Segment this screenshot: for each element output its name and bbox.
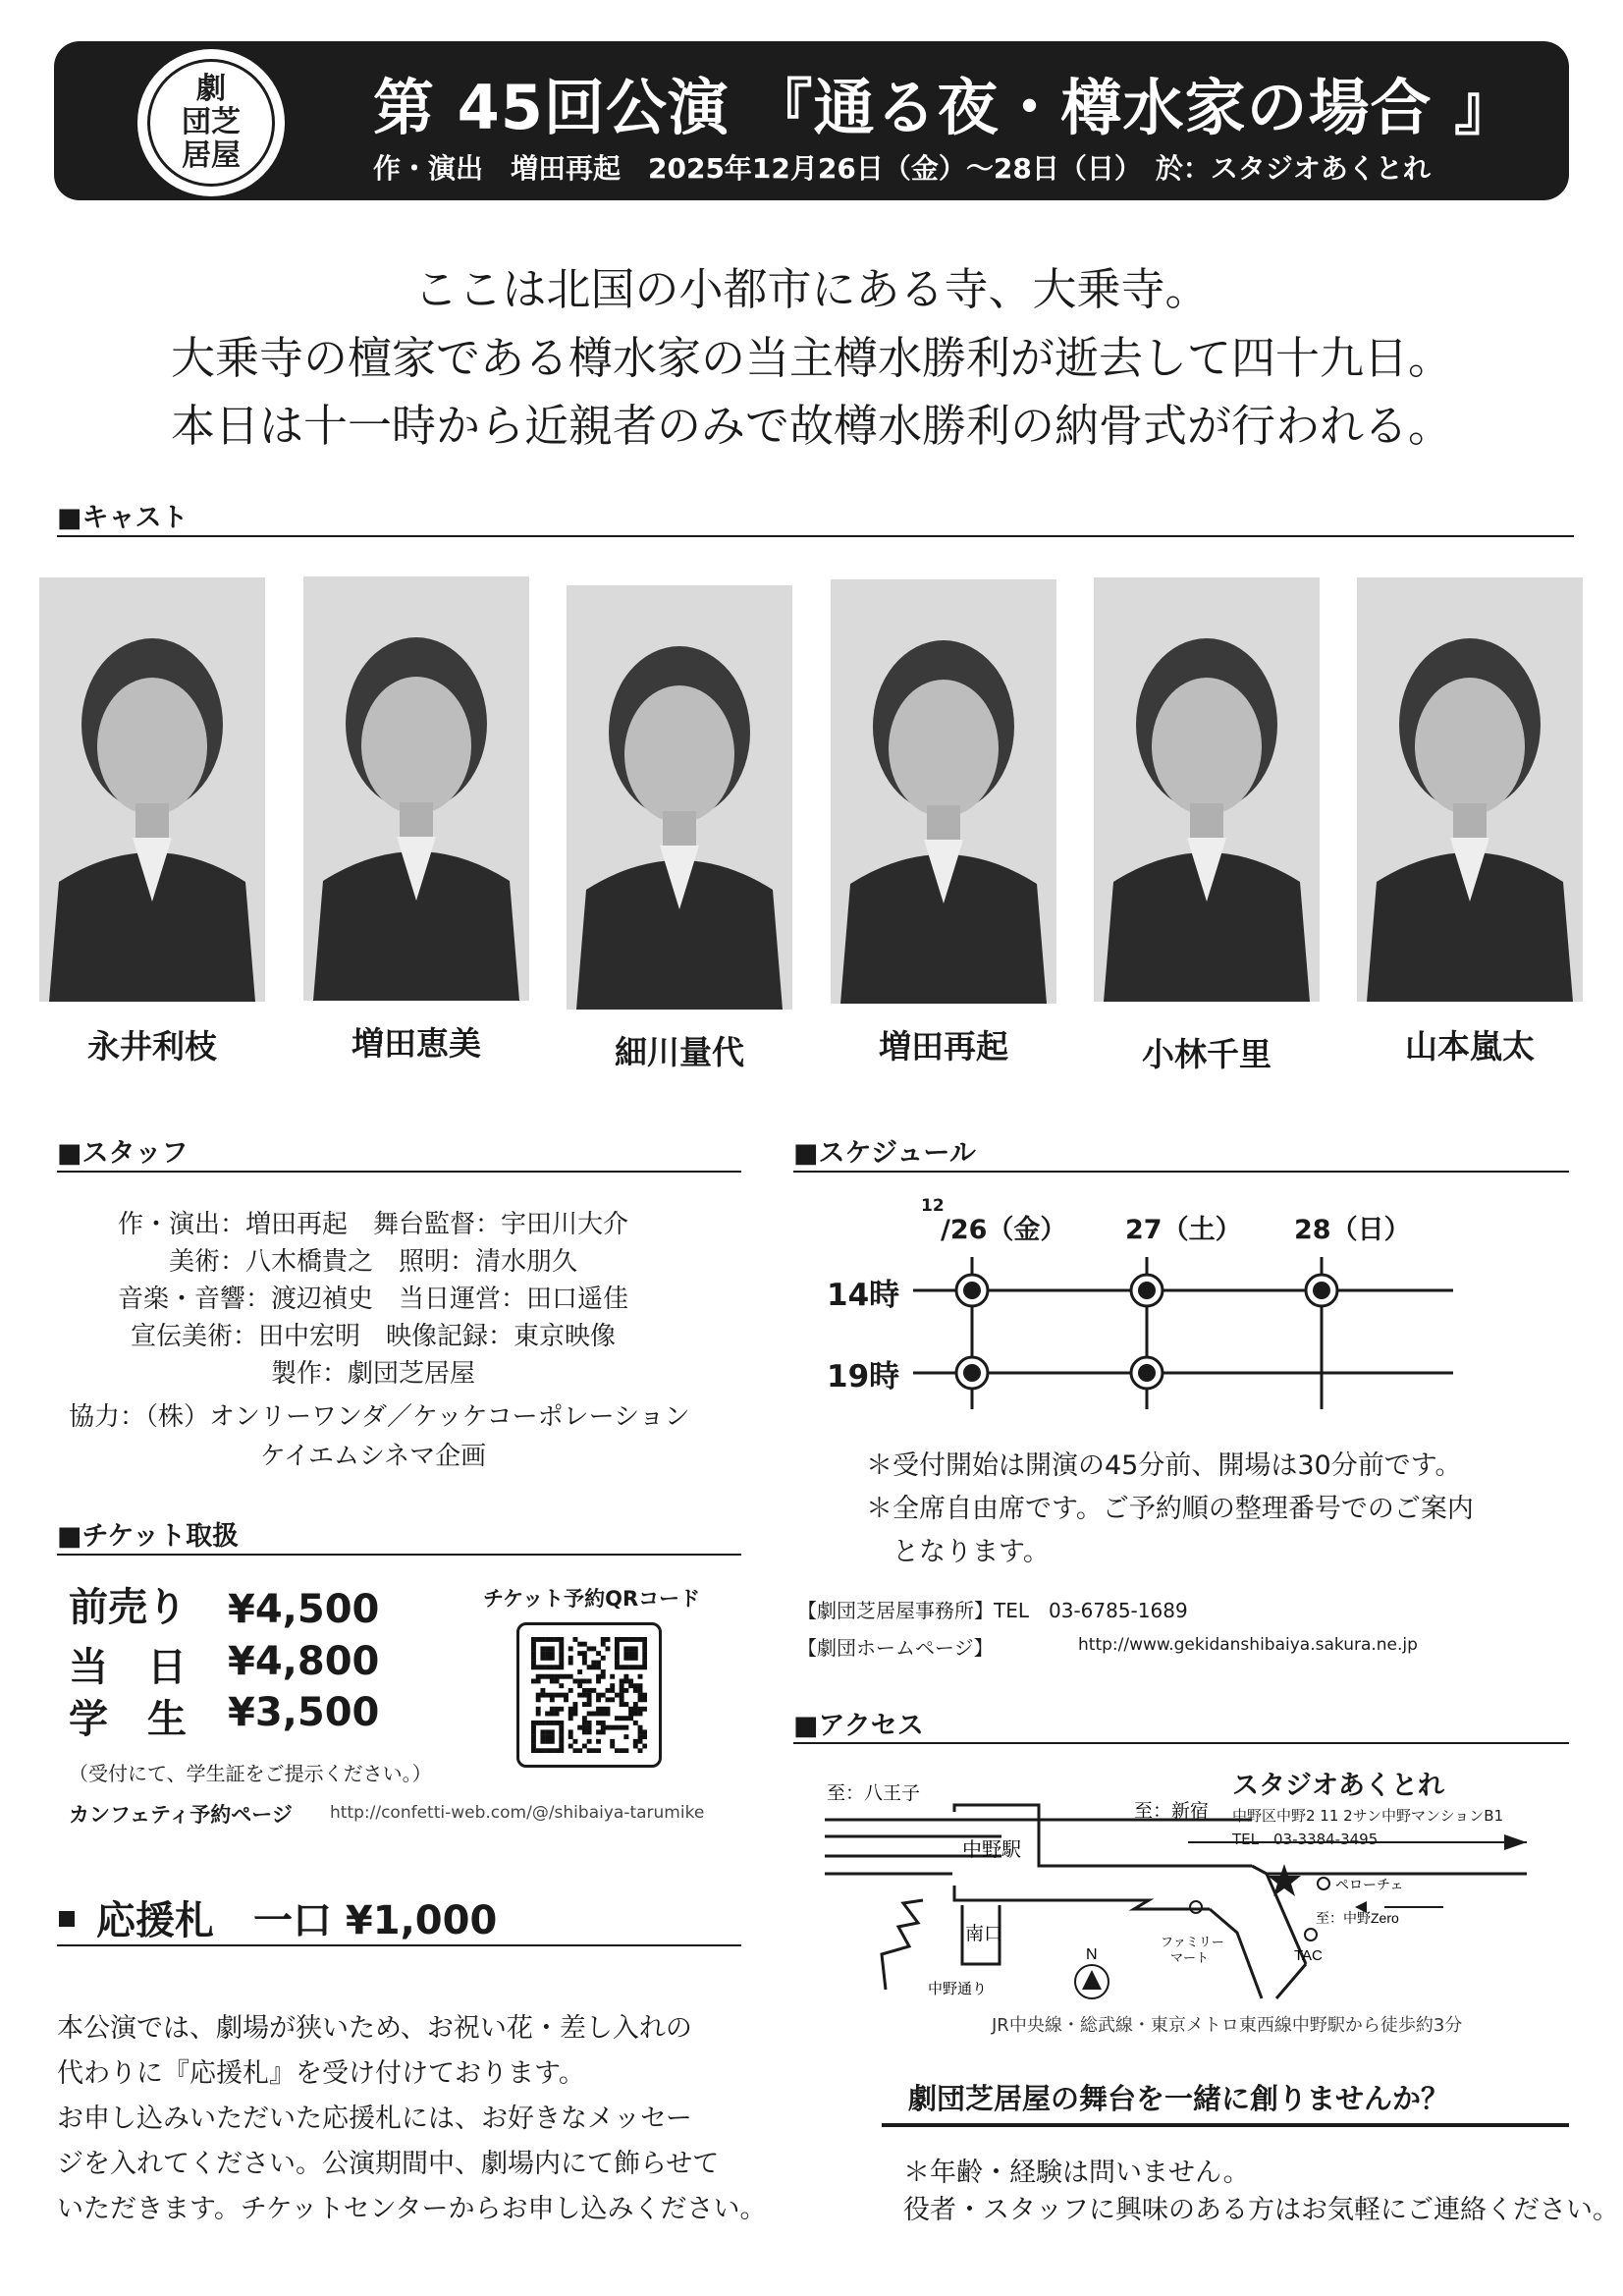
confetti-label: カンフェティ予約ページ bbox=[69, 1803, 293, 1827]
recruit-heading: 劇団芝居屋の舞台を一緒に創りませんか？ bbox=[908, 2082, 1450, 2115]
intro-line: ここは北国の小都市にある寺、大乗寺。 bbox=[413, 263, 1210, 315]
access-heading: ■アクセス bbox=[793, 1711, 924, 1741]
cast-photo bbox=[567, 585, 792, 1010]
homepage-label: 【劇団ホームページ】 bbox=[797, 1636, 994, 1660]
staff-line: 協力：（株）オンリーワンダ／ケッケコーポレーション bbox=[69, 1402, 690, 1432]
ticket-label: 当 日 bbox=[69, 1645, 187, 1690]
divider bbox=[57, 1944, 741, 1946]
divider bbox=[57, 1171, 741, 1173]
cast-photo bbox=[39, 577, 265, 1002]
map-label: 至：新宿 bbox=[1134, 1801, 1210, 1822]
divider bbox=[793, 1742, 1569, 1744]
ticket-heading: ■チケット取扱 bbox=[57, 1521, 240, 1552]
ticket-price: ¥4,800 bbox=[228, 1639, 380, 1684]
venue-star-icon bbox=[1268, 1864, 1301, 1896]
map-label: TAC bbox=[1294, 1947, 1323, 1964]
ticket-label: 学 生 bbox=[69, 1697, 187, 1742]
support-text: 本公演では、劇場が狭いため、お祝い花・差し入れの bbox=[57, 2013, 692, 2044]
logo-seal: 劇 団芝 居屋 bbox=[147, 59, 275, 187]
divider bbox=[57, 535, 1574, 537]
schedule-note: ＊受付開始は開演の45分前、開場は30分前です。 bbox=[866, 1450, 1462, 1481]
staff-line: 作・演出：増田再起 舞台監督：宇田川大介 bbox=[117, 1210, 628, 1239]
venue-name: スタジオあくとれ bbox=[1232, 1771, 1444, 1801]
cast-name: 細川量代 bbox=[615, 1033, 744, 1071]
divider bbox=[793, 1171, 1569, 1173]
qr-code[interactable] bbox=[516, 1622, 662, 1768]
student-note: （受付にて、学生証をご提示ください。） bbox=[69, 1762, 432, 1785]
map-label: 至：中野Zero bbox=[1316, 1910, 1399, 1926]
troupe-logo bbox=[137, 49, 285, 196]
cast-name: 山本嵐太 bbox=[1405, 1027, 1535, 1066]
cast-name: 小林千里 bbox=[1142, 1035, 1271, 1073]
recruit-text: 役者・スタッフに興味のある方はお気軽にご連絡ください。 bbox=[903, 2195, 1619, 2225]
map-label: 至：八王子 bbox=[827, 1783, 921, 1804]
map-label: ペローチェ bbox=[1335, 1877, 1404, 1892]
intro-line: 大乗寺の檀家である樽水家の当主樽水勝利が逝去して四十九日。 bbox=[170, 332, 1452, 384]
schedule-day: 28（日） bbox=[1294, 1215, 1411, 1245]
confetti-link[interactable]: http://confetti-web.com/@/shibaiya-tarumike bbox=[330, 1803, 705, 1823]
office-tel: 【劇団芝居屋事務所】TEL 03-6785-1689 bbox=[797, 1599, 1188, 1622]
ticket-price: ¥4,500 bbox=[228, 1587, 380, 1632]
route-note: JR中央線・総武線・東京メトロ東西線中野駅から徒歩約3分 bbox=[992, 2015, 1463, 2036]
schedule-heading: ■スケジュール bbox=[793, 1138, 976, 1169]
performance-info: 作・演出 増田再起 2025年12月26日（金）～28日（日） 於：スタジオあくとれ bbox=[373, 152, 1431, 185]
schedule-note: ＊全席自由席です。ご予約順の整理番号でのご案内 bbox=[866, 1494, 1474, 1524]
cast-name: 永井利枝 bbox=[87, 1027, 217, 1066]
bullet-square bbox=[59, 1911, 75, 1927]
staff-line: 宣伝美術：田中宏明 映像記録：東京映像 bbox=[130, 1322, 616, 1351]
divider bbox=[57, 1554, 741, 1556]
qr-code-icon bbox=[531, 1637, 647, 1753]
map-label: マート bbox=[1170, 1950, 1210, 1965]
cast-photo bbox=[303, 576, 529, 1001]
divider bbox=[882, 2123, 1569, 2127]
ticket-label: 前売り bbox=[69, 1585, 187, 1630]
intro-line: 本日は十一時から近親者のみで故樽水勝利の納骨式が行われる。 bbox=[170, 400, 1452, 452]
homepage-link[interactable]: http://www.gekidanshibaiya.sakura.ne.jp bbox=[1078, 1635, 1418, 1655]
recruit-text: ＊年齢・経験は問いません。 bbox=[903, 2158, 1250, 2188]
schedule-day: 27（土） bbox=[1125, 1215, 1242, 1245]
schedule-note: となります。 bbox=[866, 1537, 1050, 1567]
schedule-time: 19時 bbox=[827, 1359, 900, 1394]
support-text: お申し込みいただいた応援札には、お好きなメッセー bbox=[57, 2104, 692, 2134]
ticket-price: ¥3,500 bbox=[228, 1690, 380, 1735]
access-map bbox=[805, 1758, 1571, 2003]
staff-line: 製作：劇団芝居屋 bbox=[270, 1359, 475, 1389]
cast-photo bbox=[1357, 577, 1583, 1002]
cast-name: 増田再起 bbox=[879, 1027, 1008, 1066]
schedule-month: 12 bbox=[921, 1196, 945, 1216]
map-label: 南口 bbox=[965, 1924, 1003, 1944]
schedule-day: /26（金） bbox=[941, 1215, 1067, 1245]
cast-heading: ■キャスト bbox=[57, 503, 189, 533]
staff-line: ケイエムシネマ企画 bbox=[259, 1442, 487, 1471]
map-label: 中野駅 bbox=[962, 1839, 1021, 1861]
cast-photo bbox=[831, 579, 1056, 1004]
schedule-time: 14時 bbox=[827, 1278, 900, 1313]
north-label: N bbox=[1086, 1946, 1098, 1963]
staff-line: 美術：八木橋貴之 照明：清水朋久 bbox=[168, 1247, 577, 1277]
qr-label: チケット予約QRコード bbox=[483, 1587, 701, 1611]
staff-heading: ■スタッフ bbox=[57, 1138, 189, 1169]
cast-photo bbox=[1094, 577, 1320, 1002]
schedule-grid bbox=[884, 1247, 1473, 1414]
map-label: 中野通り bbox=[928, 1981, 988, 1997]
venue-address: 中野区中野2 11 2サン中野マンションB1 bbox=[1232, 1807, 1504, 1825]
map-label: ファミリー bbox=[1161, 1935, 1224, 1949]
support-text: いただきます。チケットセンターからお申し込みください。 bbox=[57, 2194, 767, 2224]
support-heading: 応援札 一口 ¥1,000 bbox=[96, 1898, 498, 1943]
page-title: 第 45回公演 『通る夜・樽水家の場合 』 bbox=[373, 72, 1517, 143]
cast-name: 増田恵美 bbox=[352, 1024, 481, 1063]
staff-line: 音楽・音響：渡辺禎史 当日運営：田口遥佳 bbox=[117, 1285, 628, 1314]
support-text: ジを入れてください。公演期間中、劇場内にて飾らせて bbox=[57, 2149, 720, 2179]
support-text: 代わりに『応援札』を受け付けております。 bbox=[57, 2058, 585, 2089]
venue-tel: TEL 03-3384-3495 bbox=[1232, 1831, 1379, 1848]
